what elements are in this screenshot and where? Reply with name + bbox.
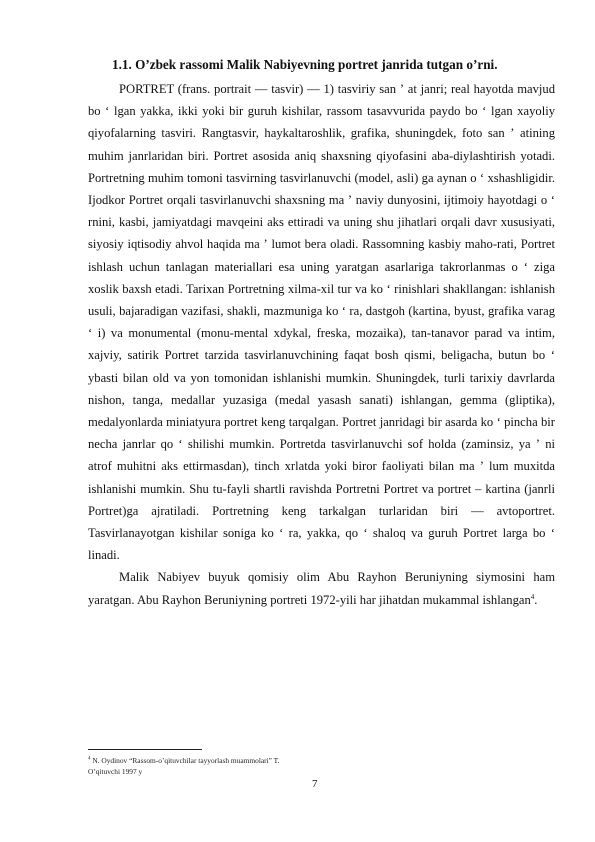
footnote-line-1 [88,755,388,766]
footnote [88,755,388,777]
paragraph-beruniy-portrait [88,566,555,610]
section-heading: 1.1. O’zbek rassomi Malik Nabiyevning portret janrida tutgan o’rni. [112,57,498,72]
period: . [534,592,538,607]
page-number: 7 [312,778,318,790]
footnote-divider [88,749,202,750]
footnote-text: N. Oydinov “Rassom-o’qituvchilar tayyorlash muammolari” T. [90,756,280,765]
body-text [88,78,555,611]
footnote-marker: 4 [88,756,91,762]
paragraph-portret-definition: PORTRET (frans. portrait — tasvir) — 1) tasviriy san ʼ at janri; real hayotda mavjud bo ʻ lgan yakka, ikki yoki bir guruh kishilar, rassom tasavvurida paydo bo ʻ lgan xayoliy qiyofalarning tasviri. Rangtasvir, haykaltaroshlik, grafika, shuningdek, foto san ʼ atining muhim janrlaridan biri. Portret asosida aniq shaxsning qiyofasini aba-diylashtirish yotadi. Portretning muhim tomoni tasvirning tasvirlanuvchi (model, asli) ga aynan o ʻ xshashligidir. Ijodkor Portret orqali tasvirlanuvchi shaxsning ma ʼ naviy dunyosini, ijtimoiy hayotdagi o ʻ rnini, kasbi, jamiyatdagi mavqeini aks ettiradi va uning shu jihatlari orqali davr xususiyati, siyosiy iqtisodiy ahvol haqida ma ʼ lumot bera oladi. Rassomning kasbiy maho-rati, Portret ishlash uchun tanlagan materiallari esa uning yaratgan asarlariga takrorlanmas o ʻ ziga xoslik baxsh etadi. Tarixan Portretning xilma-xil tur va ko ʻ rinishlari shakllangan: ishlanish usuli, bajaradigan vazifasi, shakli, mazmuniga ko ʻ ra, dastgoh (kartina, byust, grafika varag ʻ i) va monumental (monu-mental xdykal, freska, mozaika), tan-tanavor parad va intim, xajviy, satirik Portret tarzida tasvirlanuvchining faqat bosh qismi, beligacha, butun bo ʻ ybasti bilan old va yon tomonidan ishlanishi mumkin. Shuningdek, turli tarixiy davrlarda nishon, tanga, medallar yuzasiga (medal yasash sanati) ishlangan, gemma (gliptika), medalyonlarda miniatyura portret keng tarqalgan. Portret janridagi bir asarda ko ʻ pincha bir necha janrlar qo ʻ shilishi mumkin. Portretda tasvirlanuvchi sof holda (zaminsiz, ya ʼ ni atrof muhitni aks ettirmasdan), tinch xrlatda yoki biror faoliyati bilan ma ʼ lum muxitda ishlanishi mumkin. Shu tu-fayli shartli ravishda Portretni Portret va portret – kartina (janrli Portret)ga ajratiladi. Portretning keng tarkalgan turlaridan biri — avtoportret. Tasvirlanayotgan kishilar soniga ko ʻ ra, yakka, qo ʻ shaloq va guruh Portret larga bo ʻ linadi. [88,82,555,563]
paragraph-text: Malik Nabiyev buyuk qomisiy olim Abu Rayhon Beruniyning siymosini ham yaratgan. Abu Rayhon Beruniyning portreti 1972-yili har jihatdan mukammal ishlangan [88,570,555,607]
footnote-reference: 4 [530,592,535,601]
footnote-line-2: O’qituvchi 1997 y [88,767,143,777]
